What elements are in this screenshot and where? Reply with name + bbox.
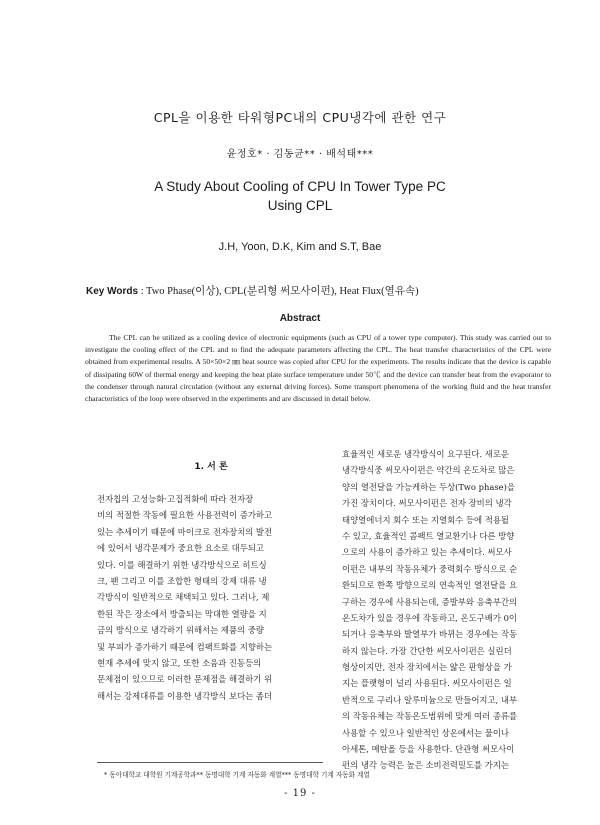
- body-text-line: 사용할 수 있으나 일반적인 상온에서는 물이나: [342, 727, 510, 738]
- footnote-line: ** 동명대학 기계 자동화 계열: [196, 771, 282, 779]
- body-text-line: 금의 방식으로 냉각하기 위해서는 제품의 중량: [97, 625, 265, 636]
- body-text-line: 지는 플랫형이 널리 사용된다. 써모사이펀은 일: [342, 678, 512, 689]
- body-text-line: 의 작동유체는 작동온도범위에 맞게 여러 종류를: [342, 711, 518, 722]
- footnote-line: * 동아대학교 대학원 기계공학과: [104, 771, 197, 779]
- keywords-text: : Two Phase(이상), CPL(분리형 써모사이펀), Heat Flux(열유속): [140, 286, 419, 297]
- paper-title-korean: CPL을 이용한 타워형PC내의 CPU냉각에 관한 연구: [153, 110, 447, 125]
- section-heading-introduction: 1. 서 론: [194, 462, 228, 472]
- keywords-label: Key Words: [86, 286, 139, 297]
- body-text-line: 문제점이 있으므로 이러한 문제점을 해결하기 위: [97, 674, 273, 685]
- body-text-line: 있는 추세이기 때문에 마이크로 전자장치의 발전: [97, 526, 273, 537]
- body-text-line: 이펀은 내부의 작동유체가 중력회수 방식으로 순: [342, 563, 518, 574]
- body-text-line: 온도차가 있을 경우에 작동하고, 온도구배가 0이: [342, 612, 518, 623]
- body-text-line: 펀의 냉각 능력은 높은 소비전력밀도를 가지는: [342, 760, 510, 771]
- footnote-divider: [97, 762, 323, 763]
- body-text-line: 냉각방식중 써모사이펀은 약간의 온도차로 많은: [342, 465, 515, 476]
- body-text-line: 아세톤, 메탄올 등을 사용한다. 단관형 써모사이: [342, 744, 515, 755]
- abstract-body: The CPL can be utilized as a cooling device of electronic equipments (such as CPU of a tower type computer). This study was carried out to investigate the cooling effect of the CPL and to find the adequate parameters affecting the CPL. The heat transfer characteristics of the CPL were obtained from experimental results. A 50×50×2 ㎜ heat source was copied after CPU for the experiments. The results indicate that the device is capable of dissipating 60W of thermal energy and keeping the heat plate surface temperature under 50℃ and the device can transfer heat from the evaporator to the condenser through natural circulation (without any external driving forces). Some transport phenomena of the working fluid and the heat transfer characteristics of the loop were observed in the experiments and are discussed in detail below.: [85, 333, 551, 404]
- abstract-heading: Abstract: [279, 313, 321, 324]
- body-text-line: 양의 열전달을 가능케하는 두상(Two phase)을: [342, 481, 515, 492]
- body-text-line: 비의 적절한 작동에 필요한 사용전력이 증가하고: [97, 510, 273, 521]
- body-text-line: 해서는 강제대류를 이용한 냉각방식 보다는 좀더: [97, 690, 273, 701]
- authors-korean: 윤정호* · 김동균** · 배석태***: [226, 149, 374, 160]
- body-text-line: 반적으로 구리나 알루미늄으로 만들어지고, 내부: [342, 694, 518, 705]
- body-text-line: 수 있고, 효율적인 콤팩트 열교환기나 다른 방향: [342, 530, 515, 541]
- body-text-line: 가진 장치이다. 써모사이펀은 전자 장비의 냉각: [342, 498, 512, 509]
- page-number: - 19 -: [284, 788, 316, 799]
- body-text-line: 하지 않는다. 가장 간단한 써모사이펀은 실린더: [342, 645, 512, 656]
- body-text-line: 효율적인 새로운 냉각방식이 요구된다. 새로운: [342, 449, 510, 459]
- keywords: [86, 283, 556, 298]
- body-text-line: 한된 작은 장소에서 방출되는 막대한 열량을 지: [97, 608, 267, 619]
- body-column-left: [97, 491, 325, 704]
- body-text-line: 각방식이 일반적으로 채택되고 있다. 그러나, 제: [97, 592, 270, 603]
- body-text-line: 있다. 이를 해결하기 위한 냉각방식으로 히트싱: [97, 559, 267, 570]
- body-text-line: 및 부피가 증가하기 때문에 컴팩트화를 지향하는: [97, 641, 273, 652]
- body-text-line: 으로의 사용이 증가하고 있는 추세이다. 써모사: [342, 547, 512, 558]
- body-column-right: [342, 446, 568, 774]
- body-text-line: 구하는 경우에 사용되는데, 증발부와 응축부간의: [342, 596, 518, 607]
- body-text-line: 형상이지만, 전자 장치에서는 얇은 판형상을 가: [342, 662, 512, 673]
- body-text-line: 에 있어서 냉각문제가 중요한 요소로 대두되고: [97, 543, 265, 554]
- body-text-line: 태양열에너지 회수 또는 지열회수 등에 적용될: [342, 514, 510, 525]
- body-text-line: 환되므로 한쪽 방향으로의 연속적인 열전달을 요: [342, 580, 518, 591]
- paper-title-english: [0, 177, 600, 215]
- title-en-line-1: A Study About Cooling of CPU In Tower Type PC: [154, 179, 446, 194]
- body-text-line: 크, 팬 그리고 이를 조합한 형태의 강제 대류 냉: [97, 575, 267, 586]
- body-text-line: 되거나 응축부와 발열부가 바뀌는 경우에는 작동: [342, 629, 518, 640]
- footnote-line: *** 동명대학 기계 자동화 계열: [281, 771, 370, 779]
- footnotes: [104, 768, 370, 783]
- authors-english: J.H, Yoon, D.K, Kim and S.T, Bae: [218, 241, 382, 253]
- body-text-line: 전자칩의 고성능화·고집적화에 따라 전자장: [97, 494, 254, 504]
- body-text-line: 현재 추세에 맞지 않고, 또한 소음과 진동등의: [97, 657, 262, 668]
- title-en-line-2: Using CPL: [267, 198, 333, 213]
